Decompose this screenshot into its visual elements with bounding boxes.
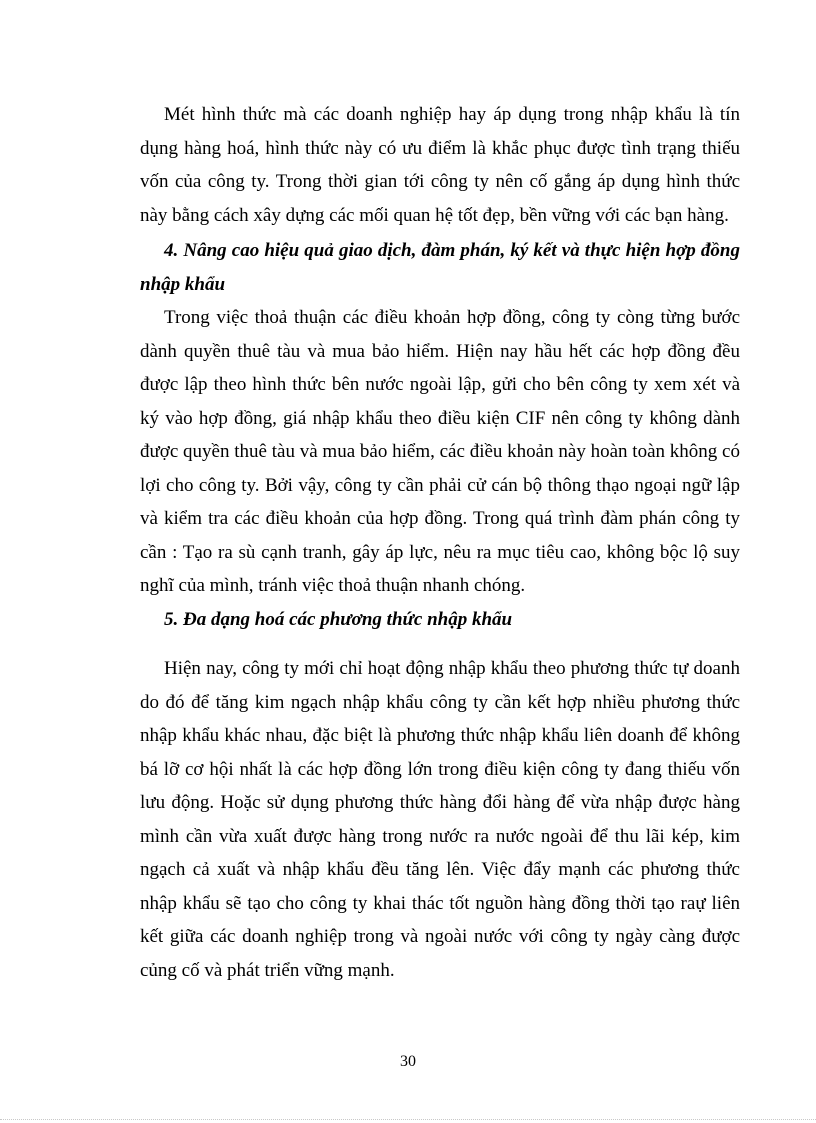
page-bottom-divider bbox=[0, 1119, 816, 1120]
page-number: 30 bbox=[400, 1053, 416, 1070]
page-body bbox=[140, 98, 740, 987]
paragraph-import-methods: Hiện nay, công ty mới chỉ hoạt động nhập khẩu theo phương thức tự doanh do đó để tăng kim ngạch nhập khẩu công ty cần kết hợp nhiều phương thức nhập khẩu khác nhau, đặc biệt là phương thức nhập khẩu liên doanh để không bá lỡ cơ hội nhất là các hợp đồng lớn trong điều kiện công ty đang thiếu vốn lưu động. Hoặc sử dụng phương thức hàng đổi hàng để vừa nhập được hàng mình cần vừa xuất được hàng trong nước ra nước ngoài để thu lãi kép, kim ngạch cả xuất và nhập khẩu đều tăng lên. Việc đẩy mạnh các phương thức nhập khẩu sẽ tạo cho công ty khai thác tốt nguồn hàng đồng thời tạo raự liên kết giữa các doanh nghiệp trong và ngoài nước với công ty ngày càng được củng cố và phát triển vững mạnh. bbox=[140, 658, 740, 981]
heading-section-5: 5. Đa dạng hoá các phương thức nhập khẩu bbox=[164, 608, 513, 630]
heading-section-4: 4. Nâng cao hiệu quả giao dịch, đàm phán, ký kết và thực hiện hợp đồng nhập khẩu bbox=[140, 240, 740, 295]
paragraph-credit-goods: Mét hình thức mà các doanh nghiệp hay áp dụng trong nhập khẩu là tín dụng hàng hoá, hình thức này có ưu điểm là khắc phục được tình trạng thiếu vốn của công ty. Trong thời gian tới công ty nên cố gắng áp dụng hình thức này bằng cách xây dựng các mối quan hệ tốt đẹp, bền vững với các bạn hàng. bbox=[140, 104, 740, 226]
spacer bbox=[140, 636, 740, 652]
paragraph-contract-negotiation: Trong việc thoả thuận các điều khoản hợp đồng, công ty còng từng bước dành quyền thuê tàu và mua bảo hiểm. Hiện nay hầu hết các hợp đồng đều được lập theo hình thức bên nước ngoài lập, gửi cho bên công ty xem xét và ký vào hợp đồng, giá nhập khẩu theo điều kiện CIF nên công ty không dành được quyền thuê tàu và mua bảo hiểm, các điều khoản này hoàn toàn không có lợi cho công ty. Bởi vậy, công ty cần phải cử cán bộ thông thạo ngoại ngữ lập và kiểm tra các điều khoản của hợp đồng. Trong quá trình đàm phán công ty cần : Tạo ra sù cạnh tranh, gây áp lực, nêu ra mục tiêu cao, không bộc lộ suy nghĩ của mình, tránh việc thoả thuận nhanh chóng. bbox=[140, 307, 740, 596]
